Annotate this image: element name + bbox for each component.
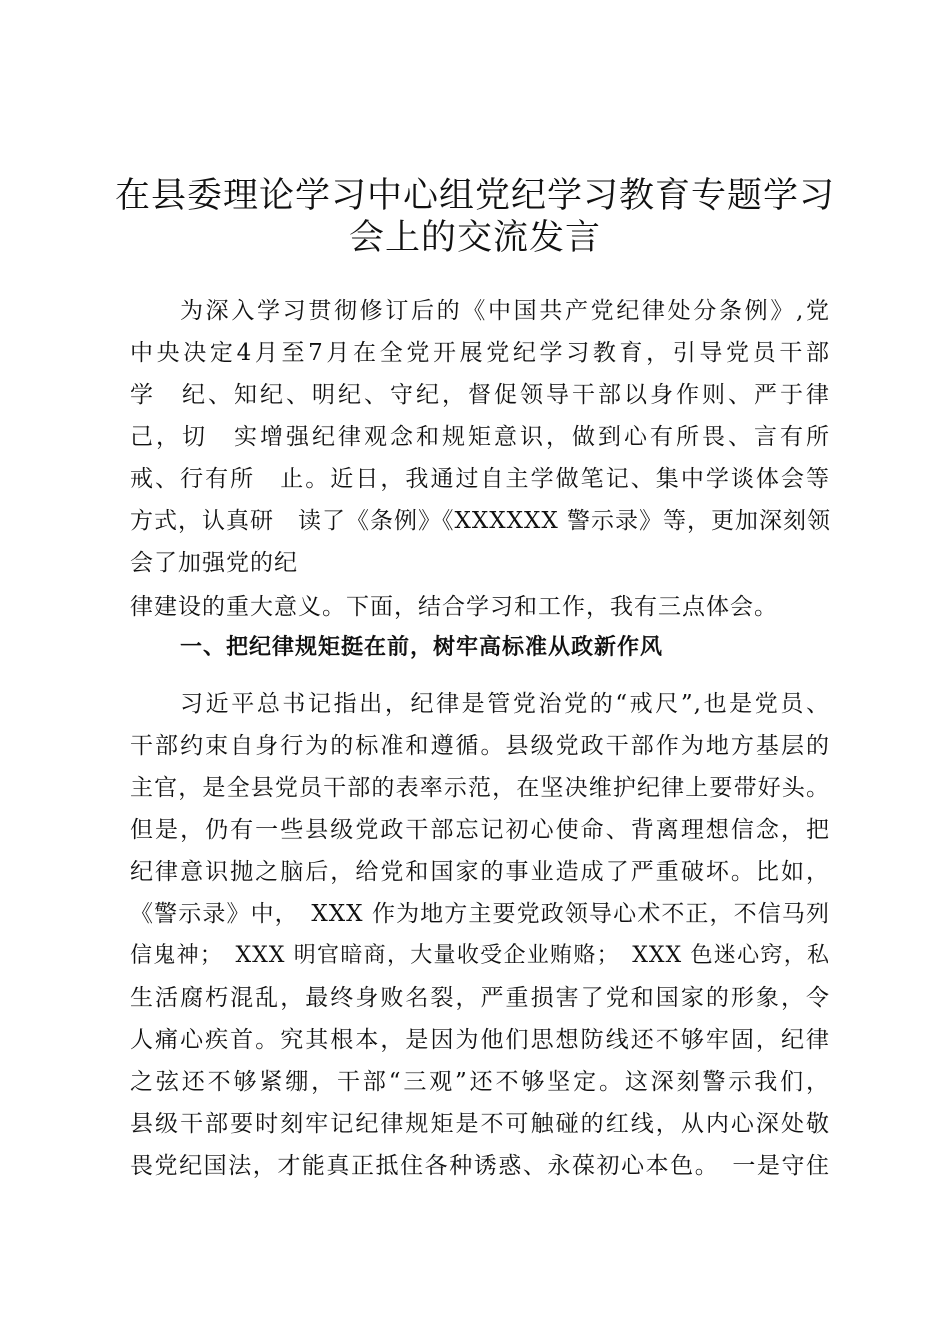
body-line-9: 人痛心疾首。究其根本，是因为他们思想防线还不够牢固，纪律: [130, 1027, 830, 1053]
body-line-4: 但是，仍有一些县级党政干部忘记初心使命、背离理想信念，把: [130, 817, 830, 843]
intro-line-3: 学 纪、知纪、明纪、守纪，督促领导干部以身作则、严于律: [130, 382, 830, 408]
body-line-8: 生活腐朽混乱，最终身败名裂，严重损害了党和国家的形象，令: [130, 985, 830, 1011]
intro-line-5: 戒、行有所 止。近日，我通过自主学做笔记、集中学谈体会等: [130, 466, 830, 492]
body-line-12: 畏党纪国法，才能真正抵住各种诱惑、永葆初心本色。 一是守住: [130, 1153, 830, 1179]
intro-line-7: 会了加强党的纪: [130, 550, 298, 576]
body-line-1: 习近平总书记指出，纪律是管党治党的“戒尺”,也是党员、: [180, 691, 830, 717]
body-line-10: 之弦还不够紧绷，干部“三观”还不够坚定。这深刻警示我们，: [130, 1069, 830, 1095]
body-line-7: 信鬼神； XXX 明官暗商，大量收受企业贿赂； XXX 色迷心窍，私: [130, 943, 830, 968]
body-line-6: 《警示录》中， XXX 作为地方主要党政领导心术不正，不信马列: [130, 901, 830, 927]
body-line-3: 主官，是全县党员干部的表率示范，在坚决维护纪律上要带好头。: [130, 775, 830, 801]
intro-line-6: 方式，认真研 读了《条例》《XXXXXX 警示录》等，更加深刻领: [130, 508, 832, 534]
section-heading: 一、把纪律规矩挺在前，树牢高标准从政新作风: [180, 635, 664, 660]
intro-line-1: 为深入学习贯彻修订后的《中国共产党纪律处分条例》,党: [180, 298, 830, 324]
document-title-line-2: 会上的交流发言: [348, 218, 601, 258]
intro-line-2: 中央决定4月至7月在全党开展党纪学习教育，引导党员干部: [130, 340, 830, 366]
body-line-2: 干部约束自身行为的标准和遵循。县级党政干部作为地方基层的: [130, 733, 830, 759]
body-line-5: 纪律意识抛之脑后，给党和国家的事业造成了严重破坏。比如，: [130, 859, 830, 885]
document-title-line-1: 在县委理论学习中心组党纪学习教育专题学习: [114, 176, 835, 216]
intro-line-4: 己，切 实增强纪律观念和规矩意识，做到心有所畏、言有所: [130, 424, 830, 450]
intro-line-8: 律建设的重大意义。下面，结合学习和工作，我有三点体会。: [130, 594, 778, 620]
body-line-11: 县级干部要时刻牢记纪律规矩是不可触碰的红线，从内心深处敬: [130, 1111, 830, 1137]
